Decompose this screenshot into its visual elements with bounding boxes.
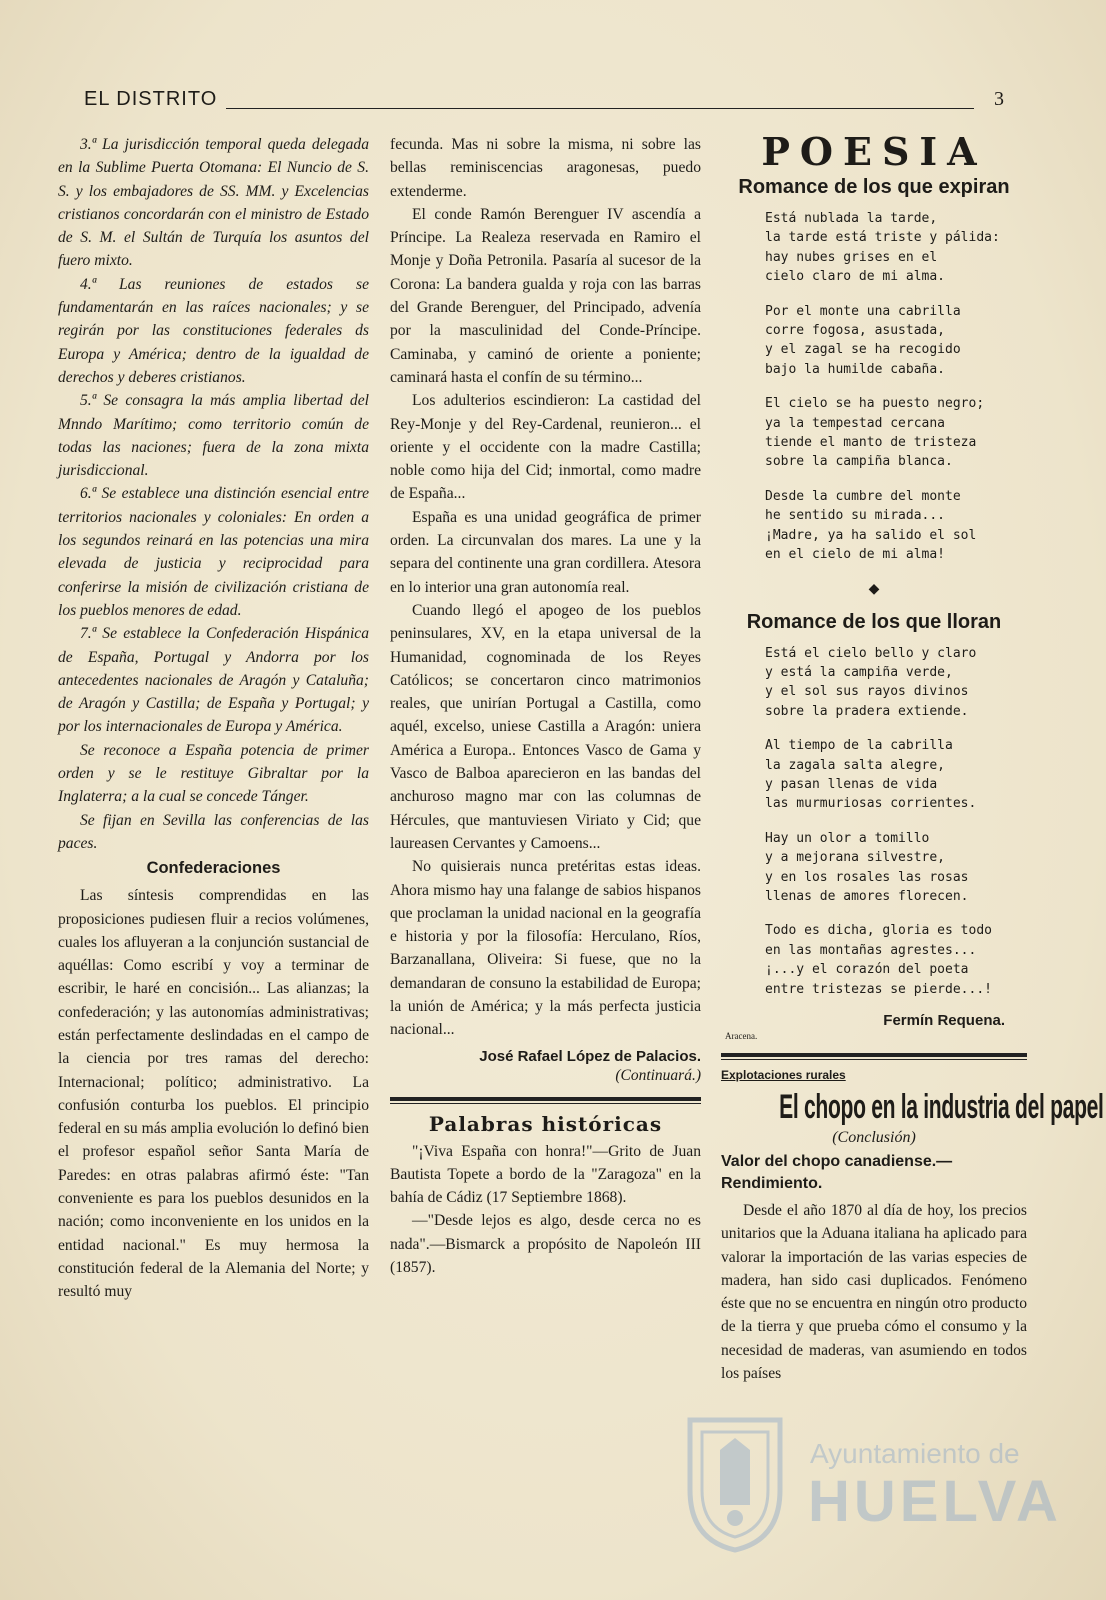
poem-line: tiende el manto de tristeza: [765, 435, 977, 451]
author-signature: José Rafael López de Palacios.: [479, 1047, 701, 1065]
diamond-divider-icon: ◆: [868, 579, 880, 596]
article-section-heading: Valor del chopo canadiense.—Rendimiento.: [721, 1153, 953, 1192]
poem-stanza: [765, 302, 1027, 380]
article-paragraph: España es una unidad geográfica de primer orden. La circunvalan dos mares. La une y la separa del continente una gran cordillera. Atesora en lo interior una gran autonomía real.: [390, 508, 701, 596]
poem-line: y a mejorana silvestre,: [765, 850, 946, 866]
poem-line: Hay un olor a tomillo: [765, 830, 930, 846]
poem-line: las murmuriosas corrientes.: [765, 796, 977, 812]
poem-line: cielo claro de mi alma.: [765, 269, 946, 285]
poem-line: ya la tempestad cercana: [765, 415, 946, 431]
page-number: 3: [994, 88, 1004, 110]
poem-line: en el cielo de mi alma!: [765, 547, 946, 563]
article-point-6: 6.ª Se establece una distinción esencial entre territorios nacionales y coloniales: En orden a los segundos reinará en las potencias una mira elevada de justicia y reciprocidad para conferirse la misión de civilización cristiana de los pueblos menores de edad.: [58, 485, 369, 619]
article-subtitle: (Conclusión): [832, 1129, 916, 1146]
poem-line: la tarde está triste y pálida:: [765, 230, 1000, 246]
poem-line: Desde la cumbre del monte: [765, 488, 961, 504]
poem-stanza: [765, 394, 1027, 472]
article-paragraph: No quisierais nunca pretéritas estas ideas. Ahora mismo hay una falange de sabios hispanos que proclaman la unidad nacional en la geografía e historia y por la filosofía: Herculano, Ríos, Barzanallana, Oliveira: Si fuese, que no la demandaran de consuno la estabilidad de Europa; la unión de América; y la más perfecta justicia nacional...: [390, 858, 701, 1039]
poem-title-1: Romance de los que expiran: [738, 176, 1010, 198]
poem-line: entre tristezas se pierde...!: [765, 981, 992, 997]
poem-line: sobre la campiña blanca.: [765, 454, 953, 470]
poem-place: Aracena.: [725, 1031, 758, 1041]
poem-line: y pasan llenas de vida: [765, 776, 938, 792]
column-1: [58, 133, 369, 1304]
poem-stanza: [765, 921, 1027, 999]
poem-line: y está la campiña verde,: [765, 664, 953, 680]
poem-line: llenas de amores florecen.: [765, 888, 969, 904]
article-point-3: 3.ª La jurisdicción temporal queda delegada en la Sublime Puerta Otomana: El Nuncio de S. S. y los embajadores de SS. MM. y Excelencias cristianos concordarán con el ministro de Estado de S. M. el Sultán de Turquía los asuntos del fuero mixto.: [58, 136, 369, 270]
poem-stanza: [765, 736, 1027, 814]
poem-line: El cielo se ha puesto negro;: [765, 396, 985, 412]
poem-line: y en los rosales las rosas: [765, 869, 969, 885]
quote-paragraph: "¡Viva España con honra!"—Grito de Juan Bautista Topete a bordo de la "Zaragoza" en la bahía de Cádiz (17 Septiembre 1868).: [390, 1142, 701, 1207]
watermark-line-2: HUELVA: [808, 1469, 1062, 1534]
poem-stanza: [765, 644, 1027, 722]
poem-line: ¡Madre, ya ha salido el sol: [765, 527, 977, 543]
column-2: [390, 133, 701, 1279]
poem-line: en las montañas agrestes...: [765, 942, 977, 958]
city-seal-icon: [680, 1410, 790, 1555]
article-kicker: Explotaciones rurales: [721, 1068, 846, 1082]
poem-line: Está nublada la tarde,: [765, 211, 938, 226]
poem-line: y el sol sus rayos divinos: [765, 684, 969, 700]
page-header: [84, 86, 1004, 116]
article-title: El chopo en la industria del papel: [779, 1088, 1104, 1126]
poem-stanza: [765, 209, 1027, 287]
section-divider: [721, 1053, 1027, 1060]
watermark-line-1: Ayuntamiento de: [810, 1438, 1020, 1469]
poem-stanza: [765, 829, 1027, 907]
poem-line: he sentido su mirada...: [765, 508, 946, 524]
article-point-4: 4.ª Las reuniones de estados se fundamentarán en las raíces nacionales; y se regirán por las constituciones federales ds Europa y América; dentro de la igualdad de derechos y deberes cristianos.: [58, 275, 369, 386]
poem-line: corre fogosa, asustada,: [765, 323, 946, 339]
quote-paragraph: —"Desde lejos es algo, desde cerca no es nada".—Bismarck a propósito de Napoleón III (1857).: [390, 1212, 701, 1277]
poem-line: sobre la pradera extiende.: [765, 703, 969, 719]
poem-line: ¡...y el corazón del poeta: [765, 962, 969, 978]
poem-author: Fermín Requena.: [883, 1012, 1005, 1029]
column-3: [721, 129, 1104, 1385]
poem-title-2: Romance de los que lloran: [746, 610, 1002, 633]
poem-line: Al tiempo de la cabrilla: [765, 738, 953, 754]
article-paragraph: Se reconoce a España potencia de primer orden y se le restituye Gibraltar por la Inglaterra; a la cual se concede Tánger.: [58, 741, 369, 806]
poem-line: y el zagal se ha recogido: [765, 342, 961, 358]
section-heading-confederaciones: Confederaciones: [146, 859, 281, 878]
poem-line: hay nubes grises en el: [765, 249, 938, 265]
newspaper-title: EL DISTRITO: [84, 88, 218, 110]
archive-watermark: [680, 1410, 1062, 1560]
poem-line: Por el monte una cabrilla: [765, 303, 961, 319]
poem-line: la zagala salta alegre,: [765, 757, 946, 773]
continued-note: (Continuará.): [615, 1066, 701, 1084]
section-divider: [390, 1097, 701, 1104]
article-paragraph: Cuando llegó el apogeo de los pueblos peninsulares, XV, en la etapa universal de la Humanidad, cognominada de los Reyes Católicos; se concertaron cinco matrimonios reales, que unirían Portugal a Castilla, como aquél, excelso, uniese Castilla a Aragón: uniera América a Europa.. Entonces Vasco de Gama y Vasco de Balboa aparecieron en las bandas del anchuroso magno mar con las columnas de Hércules, que mantuviesen Viriato y Cid; que laureasen Cervantes y Camoens...: [390, 601, 701, 852]
header-rule: [226, 108, 974, 109]
poetry-section-title: POESIA: [761, 129, 987, 174]
poem-stanza: [765, 487, 1027, 565]
box-title-palabras-historicas: Palabras históricas: [428, 1111, 663, 1136]
article-point-5: 5.ª Se consagra la más amplia libertad del Mnndo Marítimo; como territorio común de todas las naciones; fuera de la zona mixta jurisdiccional.: [58, 392, 369, 480]
poem-line: Está el cielo bello y claro: [765, 645, 977, 661]
article-paragraph: Desde el año 1870 al día de hoy, los precios unitarios que la Aduana italiana ha aplicado para valorar la importación de las varias especies de madera, han sido casi duplicados. Fenómeno éste que no se encuentra en ningún otro producto de la tierra y que prueba cómo el consumo y la necesidad de maderas, van asumiendo en todos los países: [721, 1202, 1027, 1383]
poem-line: bajo la humilde cabaña.: [765, 361, 946, 377]
article-paragraph: fecunda. Mas ni sobre la misma, ni sobre las bellas reminiscencias aragonesas, puedo extenderme.: [390, 136, 701, 200]
poem-line: Todo es dicha, gloria es todo: [765, 923, 992, 939]
article-paragraph: Se fijan en Sevilla las conferencias de las paces.: [58, 811, 369, 852]
article-paragraph: El conde Ramón Berenguer IV ascendía a Príncipe. La Realeza reservada en Ramiro el Monje y Doña Petronila. Pasaría al sucesor de la Corona: La bandera gualda y roja con las barras del Grande Berenguer, del Principado, advenía por la masculinidad del Conde-Príncipe. Caminaba, y caminó de oriente a poniente; caminará hasta el confín de su término...: [390, 205, 701, 386]
article-paragraph: Los adulterios escindieron: La castidad del Rey-Monje y del Rey-Cardenal, reunieron... el oriente y el occidente con la madre Castilla; noble como hija del Cid; inmortal, como madre de España...: [390, 392, 701, 503]
article-point-7: 7.ª Se establece la Confederación Hispánica de España, Portugal y Andorra por los antecedentes nacionales de Aragón y Cataluña; de Aragón y Castilla; de España y Portugal; y por los internacionales de Europa y América.: [58, 625, 369, 736]
article-paragraph: Las síntesis comprendidas en las proposiciones pudiesen fluir a recios volúmenes, cuales los afluyeran a la conjunción sustancial de aquéllas: Como escribí y voy a terminar de escribir, le haré en concisión... Las alianzas; la confederación; y las autonomías administrativas; están perfectamente deslindadas en el campo de la ciencia por tres ramas del derecho: Internacional; político; administrativo. La confusión conturba los pueblos. El principio federal en su más amplia evolución lo definó bien el profesor español señor Santa María de Paredes: en otras palabras afirmó éste: "Tan conveniente es para los pueblos desunidos en la nación; como inconveniente en los unidos en la entidad nacional." Es muy hermosa la constitución federal de la Alemania del Norte; y resultó muy: [58, 887, 369, 1301]
